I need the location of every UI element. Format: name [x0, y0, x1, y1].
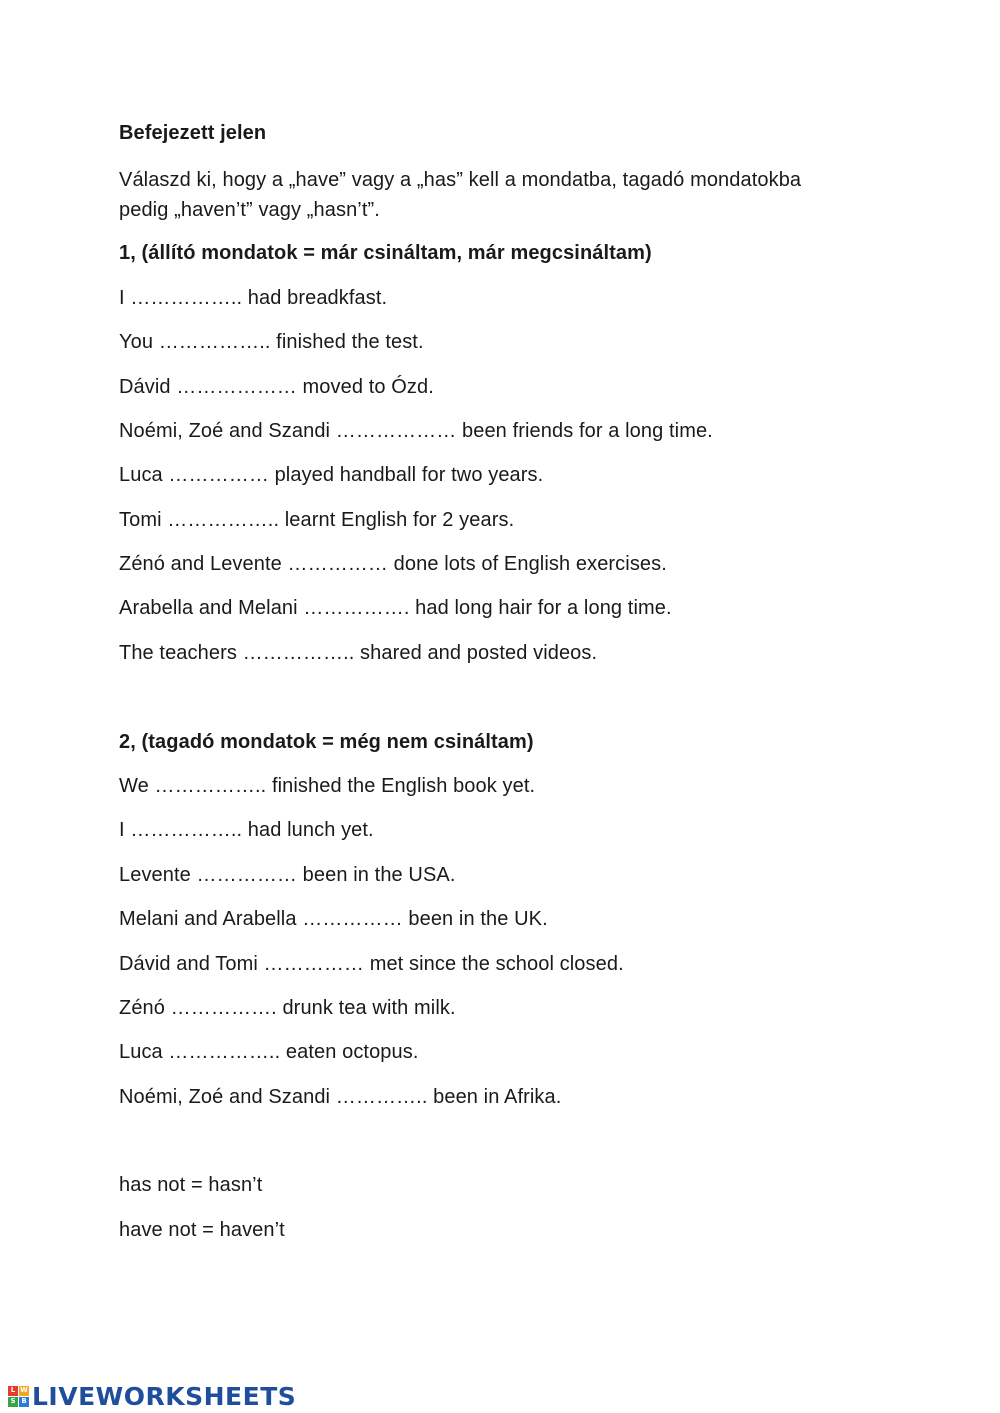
- instruction-line-2: pedig „haven’t” vagy „hasn’t”.: [119, 199, 380, 221]
- worksheet-title: Befejezett jelen: [119, 122, 267, 144]
- section-2-sentence: Luca …………….. eaten octopus.: [119, 1041, 419, 1063]
- section-1-sentence: Arabella and Melani ……………. had long hair for a long time.: [119, 597, 672, 619]
- section-1-heading: 1, (állító mondatok = már csináltam, már megcsináltam): [119, 242, 652, 264]
- instruction-line-1: Válaszd ki, hogy a „have” vagy a „has” kell a mondatba, tagadó mondatokba: [119, 169, 802, 191]
- section-1-sentence: Noémi, Zoé and Szandi ……………… been friends for a long time.: [119, 420, 713, 442]
- section-2-sentence: Dávid and Tomi …………… met since the school closed.: [119, 953, 624, 975]
- section-1-sentence: Luca …………… played handball for two years.: [119, 464, 544, 486]
- section-1-sentence: Tomi …………….. learnt English for 2 years.: [119, 509, 515, 531]
- liveworksheets-logo-text: LIVEWORKSHEETS: [32, 1381, 297, 1411]
- liveworksheets-logo-icon: [8, 1386, 29, 1407]
- section-2-sentence: We …………….. finished the English book yet.: [119, 775, 536, 797]
- section-2-sentence: Melani and Arabella …………… been in the UK.: [119, 908, 548, 930]
- section-2-sentence: Zénó ……………. drunk tea with milk.: [119, 997, 456, 1019]
- section-2-heading: 2, (tagadó mondatok = még nem csináltam): [119, 731, 534, 753]
- section-1-sentence: Dávid ……………… moved to Ózd.: [119, 376, 434, 398]
- section-2-sentence: I …………….. had lunch yet.: [119, 819, 374, 841]
- logo-cell-b: B: [19, 1397, 29, 1407]
- logo-cell-l: L: [8, 1386, 18, 1396]
- section-1-sentence: The teachers …………….. shared and posted videos.: [119, 642, 598, 664]
- section-1-sentence: Zénó and Levente …………… done lots of English exercises.: [119, 553, 667, 575]
- section-1-sentence: I …………….. had breadkfast.: [119, 287, 388, 309]
- section-2-sentence: Noémi, Zoé and Szandi ………….. been in Afrika.: [119, 1086, 562, 1108]
- liveworksheets-logo: [8, 1382, 296, 1410]
- section-1-sentence: You …………….. finished the test.: [119, 331, 424, 353]
- logo-cell-s: S: [8, 1397, 18, 1407]
- section-2-sentence: Levente …………… been in the USA.: [119, 864, 456, 886]
- logo-cell-w: W: [20, 1386, 28, 1394]
- note-has-not: has not = hasn’t: [119, 1174, 263, 1196]
- note-have-not: have not = haven’t: [119, 1219, 285, 1241]
